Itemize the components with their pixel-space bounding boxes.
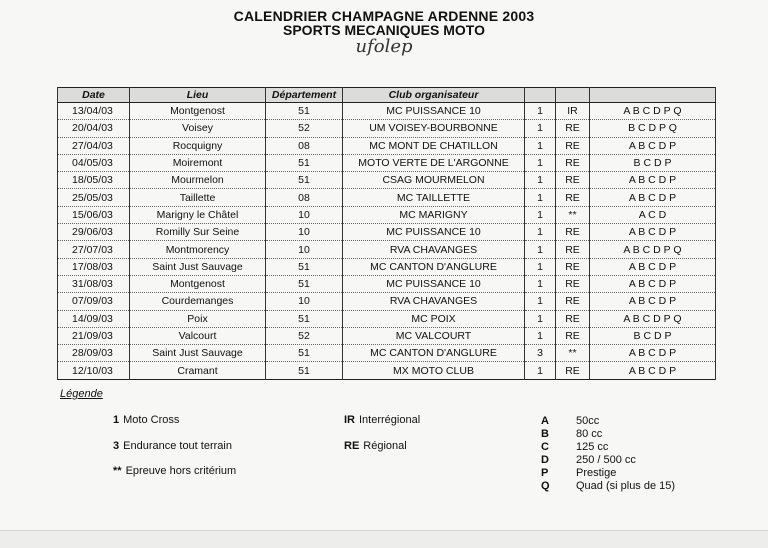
class-code-a: A <box>541 415 549 427</box>
cell-level: IR <box>556 103 590 120</box>
cell-level: RE <box>556 275 590 292</box>
class-label-p: Prestige <box>576 467 617 479</box>
table-row <box>58 293 716 310</box>
cell-level: RE <box>556 310 590 327</box>
table-row <box>58 224 716 241</box>
cell-lieu: Montgenost <box>130 103 266 120</box>
cell-departement: 10 <box>266 241 343 258</box>
class-label-b: 80 cc <box>576 428 603 440</box>
cell-lieu: Voisey <box>130 120 266 137</box>
cell-departement: 10 <box>266 224 343 241</box>
ufolep-logo: ufolep <box>355 36 413 57</box>
cell-departement: 51 <box>266 103 343 120</box>
cell-lieu: Rocquigny <box>130 137 266 154</box>
cell-departement: 52 <box>266 327 343 344</box>
cell-type: 1 <box>525 120 556 137</box>
cell-departement: 10 <box>266 206 343 223</box>
class-label-q: Quad (si plus de 15) <box>576 480 676 492</box>
cell-lieu: Cramant <box>130 362 266 379</box>
class-code-p: P <box>541 467 549 479</box>
cell-lieu: Montgenost <box>130 275 266 292</box>
cell-classes: A B C D P <box>590 362 716 379</box>
cell-club: MC PUISSANCE 10 <box>343 224 525 241</box>
legend-code: 1 <box>113 414 120 426</box>
cell-classes: B C D P <box>590 154 716 171</box>
cell-type: 1 <box>525 293 556 310</box>
cell-lieu: Valcourt <box>130 327 266 344</box>
cell-club: MC POIX <box>343 310 525 327</box>
col-date: Date <box>58 88 130 103</box>
cell-club: RVA CHAVANGES <box>343 293 525 310</box>
cell-club: MC MONT DE CHATILLON <box>343 137 525 154</box>
cell-type: 1 <box>525 275 556 292</box>
title-line1: CALENDRIER CHAMPAGNE ARDENNE 2003 <box>233 8 535 24</box>
cell-level: ** <box>556 345 590 362</box>
table-row <box>58 275 716 292</box>
cell-departement: 52 <box>266 120 343 137</box>
cell-lieu: Romilly Sur Seine <box>130 224 266 241</box>
table-body <box>58 103 716 380</box>
cell-date: 28/09/03 <box>58 345 130 362</box>
cell-level: RE <box>556 293 590 310</box>
cell-club: MC CANTON D'ANGLURE <box>343 258 525 275</box>
cell-type: 3 <box>525 345 556 362</box>
cell-departement: 08 <box>266 189 343 206</box>
cell-departement: 51 <box>266 258 343 275</box>
cell-classes: A B C D P <box>590 172 716 189</box>
legend-title: Légende <box>60 388 103 400</box>
cell-classes: A B C D P <box>590 189 716 206</box>
cell-date: 04/05/03 <box>58 154 130 171</box>
class-label-a: 50cc <box>576 415 600 427</box>
cell-departement: 51 <box>266 310 343 327</box>
cell-level: RE <box>556 327 590 344</box>
legend-type-3 <box>113 440 232 452</box>
cell-date: 27/04/03 <box>58 137 130 154</box>
cell-club: MC VALCOURT <box>343 327 525 344</box>
class-code-c: C <box>541 441 549 453</box>
table-row <box>58 172 716 189</box>
cell-date: 27/07/03 <box>58 241 130 258</box>
cell-type: 1 <box>525 224 556 241</box>
cell-classes: A B C D P Q <box>590 241 716 258</box>
table-row <box>58 258 716 275</box>
legend-label: Interrégional <box>359 414 421 426</box>
calendar-table <box>57 87 716 380</box>
cell-type: 1 <box>525 172 556 189</box>
cell-lieu: Moiremont <box>130 154 266 171</box>
cell-departement: 51 <box>266 172 343 189</box>
cell-club: CSAG MOURMELON <box>343 172 525 189</box>
class-label-c: 125 cc <box>576 441 609 453</box>
cell-classes: A B C D P <box>590 275 716 292</box>
table-header-row <box>58 88 716 103</box>
col-level <box>556 88 590 103</box>
legend-label: Epreuve hors critérium <box>125 465 237 477</box>
cell-type: 1 <box>525 362 556 379</box>
col-departement: Département <box>266 88 343 103</box>
cell-type: 1 <box>525 327 556 344</box>
cell-level: RE <box>556 224 590 241</box>
cell-departement: 51 <box>266 275 343 292</box>
cell-classes: A B C D P <box>590 258 716 275</box>
cell-club: RVA CHAVANGES <box>343 241 525 258</box>
cell-club: MC TAILLETTE <box>343 189 525 206</box>
cell-date: 07/09/03 <box>58 293 130 310</box>
cell-club: MX MOTO CLUB <box>343 362 525 379</box>
cell-level: RE <box>556 172 590 189</box>
cell-type: 1 <box>525 241 556 258</box>
cell-classes: A C D <box>590 206 716 223</box>
legend-code: 3 <box>113 440 120 452</box>
cell-level: RE <box>556 154 590 171</box>
cell-date: 18/05/03 <box>58 172 130 189</box>
cell-classes: A B C D P <box>590 224 716 241</box>
cell-level: ** <box>556 206 590 223</box>
legend-code: RE <box>344 440 360 452</box>
class-code-d: D <box>541 454 549 466</box>
cell-lieu: Courdemanges <box>130 293 266 310</box>
table-row <box>58 345 716 362</box>
table-row <box>58 206 716 223</box>
cell-club: MOTO VERTE DE L'ARGONNE <box>343 154 525 171</box>
cell-level: RE <box>556 241 590 258</box>
cell-type: 1 <box>525 310 556 327</box>
cell-date: 13/04/03 <box>58 103 130 120</box>
legend-label: Moto Cross <box>123 414 180 426</box>
table-row <box>58 137 716 154</box>
cell-lieu: Saint Just Sauvage <box>130 345 266 362</box>
title-line2: SPORTS MECANIQUES MOTO <box>283 22 485 38</box>
cell-club: MC MARIGNY <box>343 206 525 223</box>
table-row <box>58 154 716 171</box>
col-classes <box>590 88 716 103</box>
table-row <box>58 241 716 258</box>
legend-code: ** <box>113 465 122 477</box>
table-row <box>58 189 716 206</box>
cell-type: 1 <box>525 206 556 223</box>
legend-level-ir <box>344 414 420 426</box>
cell-type: 1 <box>525 103 556 120</box>
cell-type: 1 <box>525 189 556 206</box>
cell-lieu: Taillette <box>130 189 266 206</box>
cell-date: 12/10/03 <box>58 362 130 379</box>
table-row <box>58 310 716 327</box>
page-bottom-edge <box>0 530 768 548</box>
cell-type: 1 <box>525 154 556 171</box>
cell-date: 31/08/03 <box>58 275 130 292</box>
cell-date: 29/06/03 <box>58 224 130 241</box>
cell-level: RE <box>556 362 590 379</box>
table-row <box>58 362 716 379</box>
cell-level: RE <box>556 120 590 137</box>
cell-date: 14/09/03 <box>58 310 130 327</box>
cell-date: 15/06/03 <box>58 206 130 223</box>
cell-club: MC PUISSANCE 10 <box>343 103 525 120</box>
cell-level: RE <box>556 137 590 154</box>
legend-label: Régional <box>363 440 407 452</box>
cell-club: UM VOISEY-BOURBONNE <box>343 120 525 137</box>
cell-type: 1 <box>525 258 556 275</box>
table-row <box>58 120 716 137</box>
cell-date: 21/09/03 <box>58 327 130 344</box>
cell-classes: A B C D P Q <box>590 310 716 327</box>
cell-lieu: Montmorency <box>130 241 266 258</box>
cell-classes: B C D P <box>590 327 716 344</box>
table-row <box>58 327 716 344</box>
cell-date: 17/08/03 <box>58 258 130 275</box>
col-lieu: Lieu <box>130 88 266 103</box>
legend-code: IR <box>344 414 355 426</box>
cell-type: 1 <box>525 137 556 154</box>
cell-classes: B C D P Q <box>590 120 716 137</box>
cell-date: 25/05/03 <box>58 189 130 206</box>
cell-lieu: Saint Just Sauvage <box>130 258 266 275</box>
col-type <box>525 88 556 103</box>
legend-label: Endurance tout terrain <box>123 440 232 452</box>
cell-date: 20/04/03 <box>58 120 130 137</box>
legend-level-re <box>344 440 407 452</box>
cell-lieu: Mourmelon <box>130 172 266 189</box>
cell-departement: 08 <box>266 137 343 154</box>
cell-classes: A B C D P <box>590 293 716 310</box>
cell-club: MC PUISSANCE 10 <box>343 275 525 292</box>
cell-level: RE <box>556 189 590 206</box>
cell-level: RE <box>556 258 590 275</box>
cell-departement: 10 <box>266 293 343 310</box>
cell-classes: A B C D P <box>590 345 716 362</box>
legend-type-hors <box>113 465 236 477</box>
class-code-b: B <box>541 428 549 440</box>
table-row <box>58 103 716 120</box>
legend-type-1 <box>113 414 179 426</box>
class-code-q: Q <box>541 480 550 492</box>
cell-classes: A B C D P Q <box>590 103 716 120</box>
cell-departement: 51 <box>266 345 343 362</box>
cell-departement: 51 <box>266 154 343 171</box>
class-label-d: 250 / 500 cc <box>576 454 636 466</box>
cell-lieu: Marigny le Châtel <box>130 206 266 223</box>
cell-departement: 51 <box>266 362 343 379</box>
cell-lieu: Poix <box>130 310 266 327</box>
cell-classes: A B C D P <box>590 137 716 154</box>
col-club: Club organisateur <box>343 88 525 103</box>
cell-club: MC CANTON D'ANGLURE <box>343 345 525 362</box>
